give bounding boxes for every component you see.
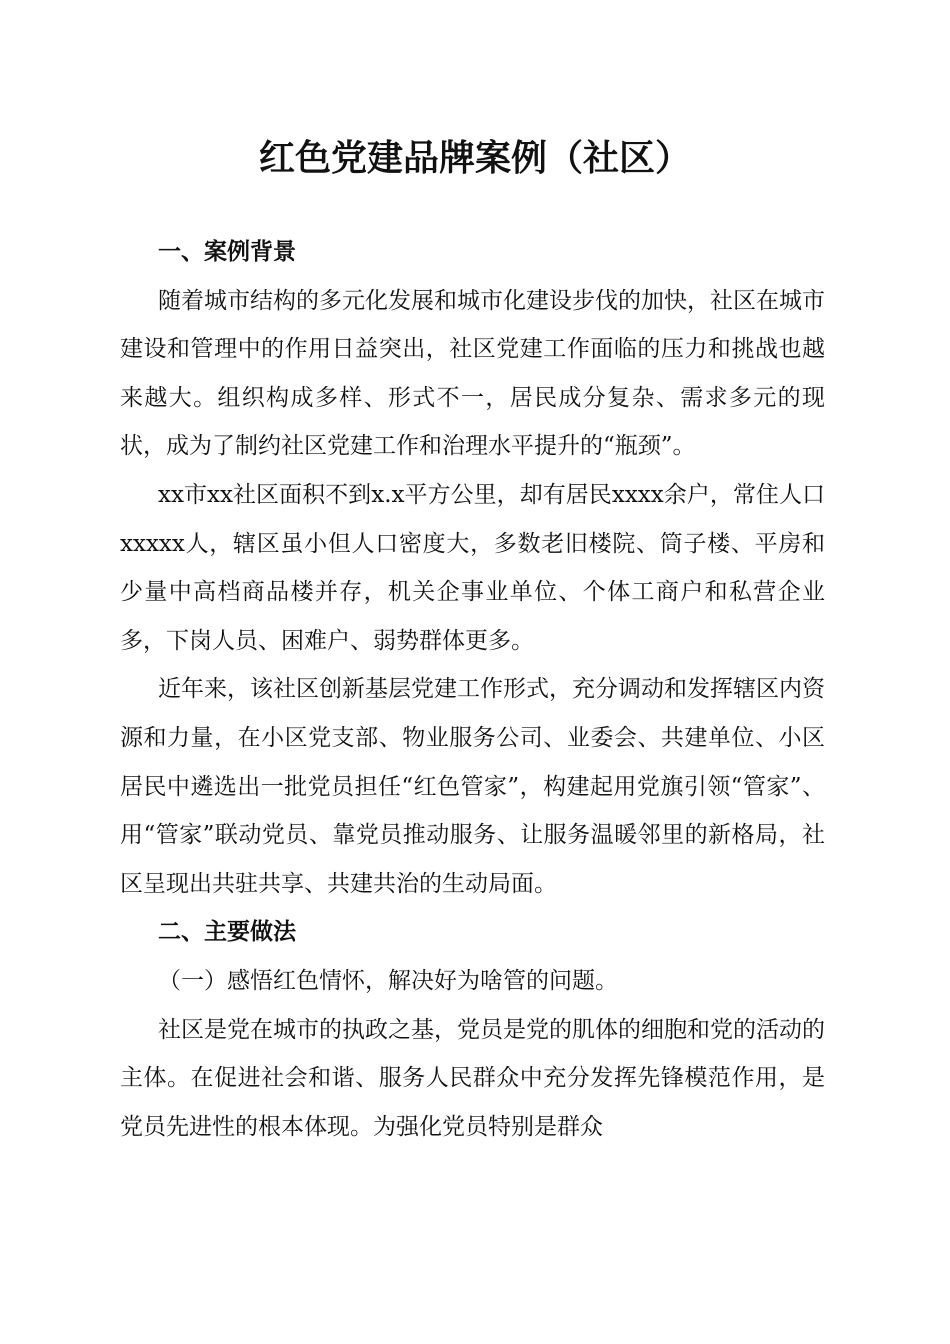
paragraph-background-1: 随着城市结构的多元化发展和城市化建设步伐的加快，社区在城市建设和管理中的作用日益突出，社区党建工作面临的压力和挑战也越来越大。组织构成多样、形式不一，居民成分复杂、需求多元的现状，成为了制约社区党建工作和治理水平提升的“瓶颈”。 [120,287,825,460]
section-heading-methods: 二、主要做法 [158,919,296,946]
paragraph-methods-1: 社区是党在城市的执政之基，党员是党的肌体的细胞和党的活动的主体。在促进社会和谐、服务人民群众中充分发挥先锋模范作用，是党员先进性的根本体现。为强化党员特别是群众 [120,1016,825,1140]
document-title: 红色党建品牌案例（社区） [258,138,691,179]
paragraph-background-2: xx市xx社区面积不到x.x平方公里，却有居民xxxx余户，常住人口xxxxx人，辖区虽小但人口密度大，多数老旧楼院、筒子楼、平房和少量中高档商品楼并存，机关企事业单位、个体工商户和私营企业多，下岗人员、困难户、弱势群体更多。 [120,481,825,654]
document-body [120,228,825,1151]
section-heading-background: 一、案例背景 [158,239,296,265]
paragraph-background-3: 近年来，该社区创新基层党建工作形式，充分调动和发挥辖区内资源和力量，在小区党支部、物业服务公司、业委会、共建单位、小区居民中遴选出一批党员担任“红色管家”，构建起用党旗引领“管家”、用“管家”联动党员、靠党员推动服务、让服务温暖邻里的新格局，社区呈现出共驻共享、共建共治的生动局面。 [120,676,825,897]
subsection-heading-1: （一）感悟红色情怀，解决好为啥管的问题。 [158,967,618,994]
